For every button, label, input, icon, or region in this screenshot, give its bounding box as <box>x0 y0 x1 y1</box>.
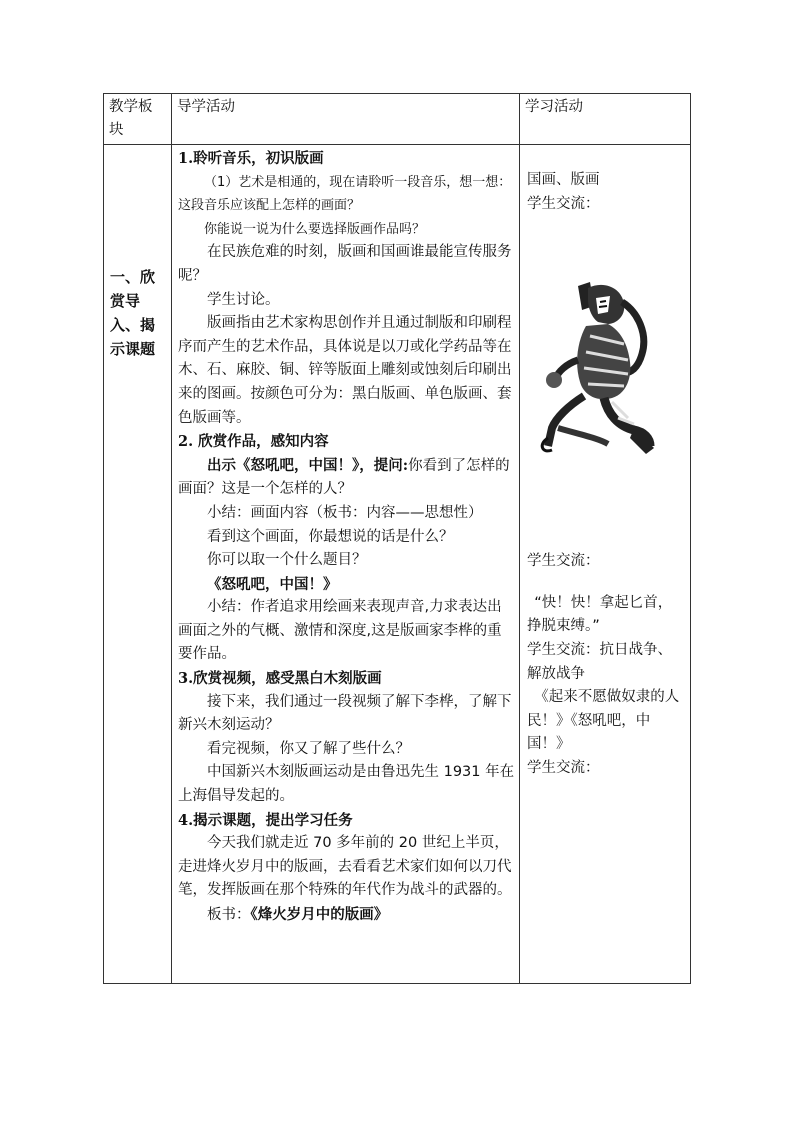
header-cell-section <box>104 94 172 145</box>
step2-question-1: 看到这个画面，你最想说的话是什么？ <box>207 528 454 545</box>
section-cell <box>104 145 172 984</box>
learning-quote: “快！快！拿起匕首，挣脱束缚。” <box>527 594 673 635</box>
guide-activities-cell <box>172 145 520 984</box>
header-cell-learning <box>520 94 691 145</box>
learning-answer-types: 国画、版画 <box>527 172 600 188</box>
step3-title: 3.欣赏视频，感受黑白木刻版画 <box>178 670 382 688</box>
step1-discussion: 学生讨论。 <box>207 291 280 308</box>
header-guide-label: 导学活动 <box>177 99 235 115</box>
step1-question-3: 在民族危难的时刻，版画和国画谁最能宣传服务呢？ <box>178 244 512 284</box>
step2-artwork-title: 《怒吼吧，中国！》 <box>207 575 338 593</box>
body-row <box>104 145 691 984</box>
step4-title: 4.揭示课题，提出学习任务 <box>178 811 353 829</box>
learning-activities-cell <box>520 145 691 984</box>
learning-artwork-titles: 《起来不愿做奴隶的人民！》《怒吼吧，中国！》 <box>527 689 680 753</box>
step2-title: 2. 欣赏作品，感知内容 <box>178 433 329 451</box>
step2-prompt <box>178 454 515 502</box>
step4-board-note <box>178 903 515 928</box>
step1-definition: 版画指由艺术家构思创作并且通过制版和印刷程序而产生的艺术作品，具体说是以刀或化学药品等在木、石、麻胶、铜、锌等版面上雕刻或蚀刻后印刷出来的图画。按颜色可分为：黑白版画、单色版画、套色版画等。 <box>178 315 512 426</box>
step1-question-2: 你能说一说为什么要选择版画作品吗？ <box>204 221 426 237</box>
step3-question: 看完视频，你又了解了些什么？ <box>207 740 410 757</box>
header-learning-label: 学习活动 <box>525 99 583 115</box>
board-label: 板书： <box>207 907 251 923</box>
header-section-label: 教学板块 <box>109 99 153 138</box>
step4-intro: 今天我们就走近 70 多年前的 20 世纪上半页，走进烽火岁月中的版画，去看看艺术家们如何以刀代笔，发挥版画在那个特殊的年代作为战斗的武器的。 <box>178 835 512 899</box>
step2-prompt-bold: 出示《怒吼吧，中国！》，提问: <box>207 456 409 474</box>
step2-question-2: 你可以取一个什么题目？ <box>207 552 367 569</box>
section-title: 一、欣赏导入、揭示课题 <box>110 268 156 358</box>
step1-title: 1.聆听音乐，初识版画 <box>178 150 324 167</box>
lesson-plan-table <box>103 93 691 984</box>
woodcut-artwork-image <box>538 278 658 458</box>
learning-exchange-1: 学生交流： <box>527 195 600 212</box>
learning-exchange-3: 学生交流： <box>527 759 600 776</box>
header-row <box>104 94 691 145</box>
header-cell-guide <box>172 94 520 145</box>
learning-exchange-2: 学生交流： <box>527 553 600 570</box>
step2-summary-1: 小结：画面内容（板书：内容——思想性） <box>207 504 483 521</box>
learning-exchange-wars: 学生交流：抗日战争、解放战争 <box>527 641 672 682</box>
step2-summary-2: 小结：作者追求用绘画来表现声音,力求表达出画面之外的气概、激情和深度,这是版画家李桦的重要作品。 <box>178 599 502 663</box>
step3-intro: 接下来，我们通过一段视频了解下李桦，了解下新兴木刻运动？ <box>178 693 512 734</box>
step1-question-1: （1）艺术是相通的，现在请聆听一段音乐，想一想：这段音乐应该配上怎样的画面？ <box>178 174 512 214</box>
step3-fact: 中国新兴木刻版画运动是由鲁迅先生 1931 年在上海倡导发起的。 <box>178 764 515 805</box>
board-title: 《烽火岁月中的版画》 <box>250 906 389 923</box>
step2-prompt-rest: 你看到了怎样的画面？这是一个怎样的人？ <box>178 457 510 498</box>
